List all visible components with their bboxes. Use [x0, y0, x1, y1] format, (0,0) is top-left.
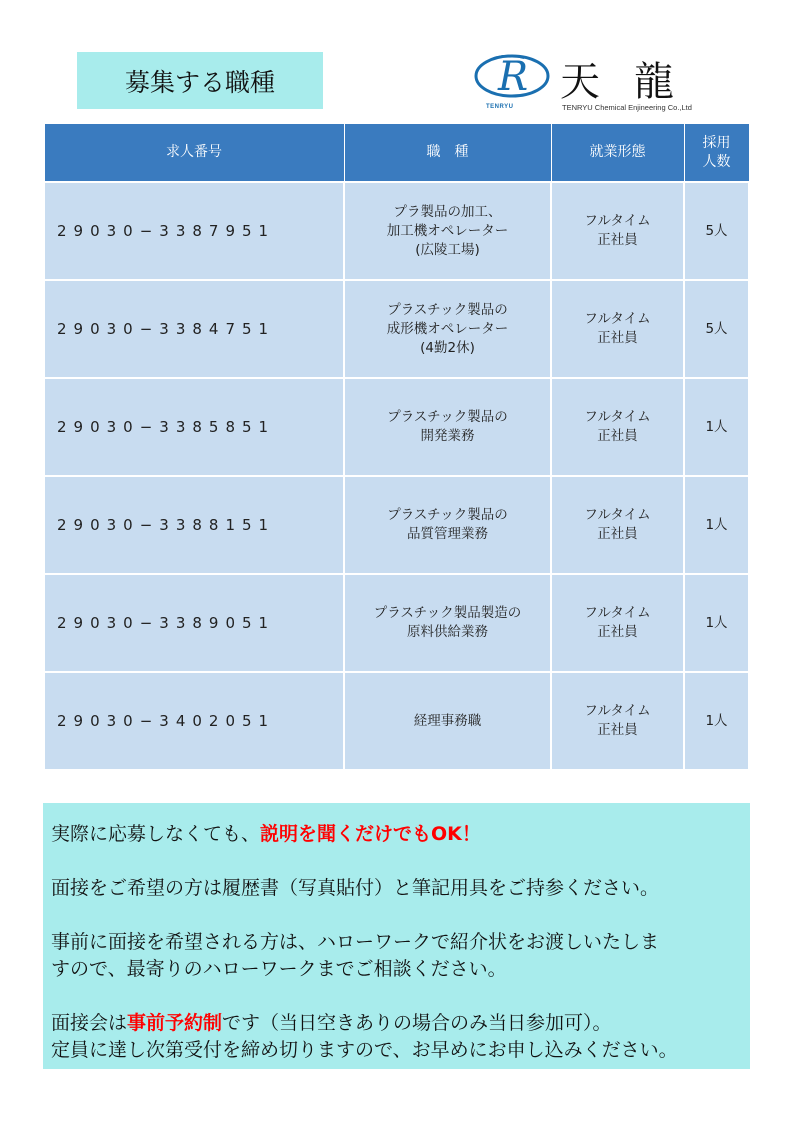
logo-brand-name: 天龍 [560, 59, 708, 105]
job-title: 経理事務職 [344, 672, 551, 770]
header-hire-count: 採用 人数 [684, 124, 749, 183]
logo-company-name: TENRYU Chemical Enjineering Co.,Ltd [562, 103, 692, 112]
hire-count: 1人 [684, 574, 749, 672]
job-table-header [44, 124, 749, 183]
job-number: 29030−3385851 [44, 378, 344, 476]
hire-count: 1人 [684, 378, 749, 476]
info-line-ok-prefix: 実際に応募しなくても、 [51, 823, 261, 845]
info-line-reservation-prefix: 面接会は [51, 1012, 128, 1034]
job-number: 29030−3389051 [44, 574, 344, 672]
table-row [44, 476, 749, 574]
header-job-type: 職 種 [344, 124, 551, 183]
job-number: 29030−3384751 [44, 280, 344, 378]
employment-type: フルタイム 正社員 [551, 182, 684, 280]
hire-count: 5人 [684, 182, 749, 280]
header-employment-type: 就業形態 [551, 124, 684, 183]
employment-type: フルタイム 正社員 [551, 378, 684, 476]
employment-type: フルタイム 正社員 [551, 280, 684, 378]
table-row [44, 182, 749, 280]
job-title: プラスチック製品の 開発業務 [344, 378, 551, 476]
info-line-deadline: 定員に達し次第受付を締め切りますので、お早めにお申し込みください。 [51, 1039, 678, 1061]
info-line-ok-highlight: 説明を聞くだけでもOK！ [260, 823, 481, 845]
job-title: プラスチック製品の 成形機オペレーター (4勤2休) [344, 280, 551, 378]
employment-type: フルタイム 正社員 [551, 574, 684, 672]
employment-type: フルタイム 正社員 [551, 672, 684, 770]
info-line-reservation-highlight: 事前予約制 [127, 1012, 223, 1034]
job-title: プラ製品の加工、 加工機オペレーター (広陵工場) [344, 182, 551, 280]
info-line-reservation [51, 1010, 750, 1037]
company-logo-mark [472, 48, 552, 108]
hire-count: 1人 [684, 476, 749, 574]
table-row [44, 574, 749, 672]
info-line-ok [51, 821, 750, 848]
hire-count: 1人 [684, 672, 749, 770]
page-title-text: 募集する職種 [124, 67, 275, 97]
header-job-number: 求人番号 [44, 124, 344, 183]
company-logo [472, 48, 708, 116]
table-row [44, 672, 749, 770]
table-row [44, 378, 749, 476]
page-title [77, 52, 323, 109]
info-box [43, 803, 750, 1069]
hire-count: 5人 [684, 280, 749, 378]
table-row [44, 280, 749, 378]
job-number: 29030−3388151 [44, 476, 344, 574]
job-title: プラスチック製品の 品質管理業務 [344, 476, 551, 574]
logo-mark-letter: R [498, 54, 529, 100]
info-line-referral-2: すので、最寄りのハローワークまでご相談ください。 [51, 958, 507, 980]
info-line-referral-1: 事前に面接を希望される方は、ハローワークで紹介状をお渡しいたしま [51, 931, 660, 953]
info-line-reservation-suffix: です（当日空きありの場合のみ当日参加可）。 [222, 1012, 612, 1034]
job-title: プラスチック製品製造の 原料供給業務 [344, 574, 551, 672]
logo-mark-text: TENRYU [486, 104, 514, 110]
employment-type: フルタイム 正社員 [551, 476, 684, 574]
job-table [43, 123, 750, 771]
job-number: 29030−3387951 [44, 182, 344, 280]
job-number: 29030−3402051 [44, 672, 344, 770]
info-line-bring: 面接をご希望の方は履歴書（写真貼付）と筆記用具をご持参ください。 [51, 877, 660, 899]
